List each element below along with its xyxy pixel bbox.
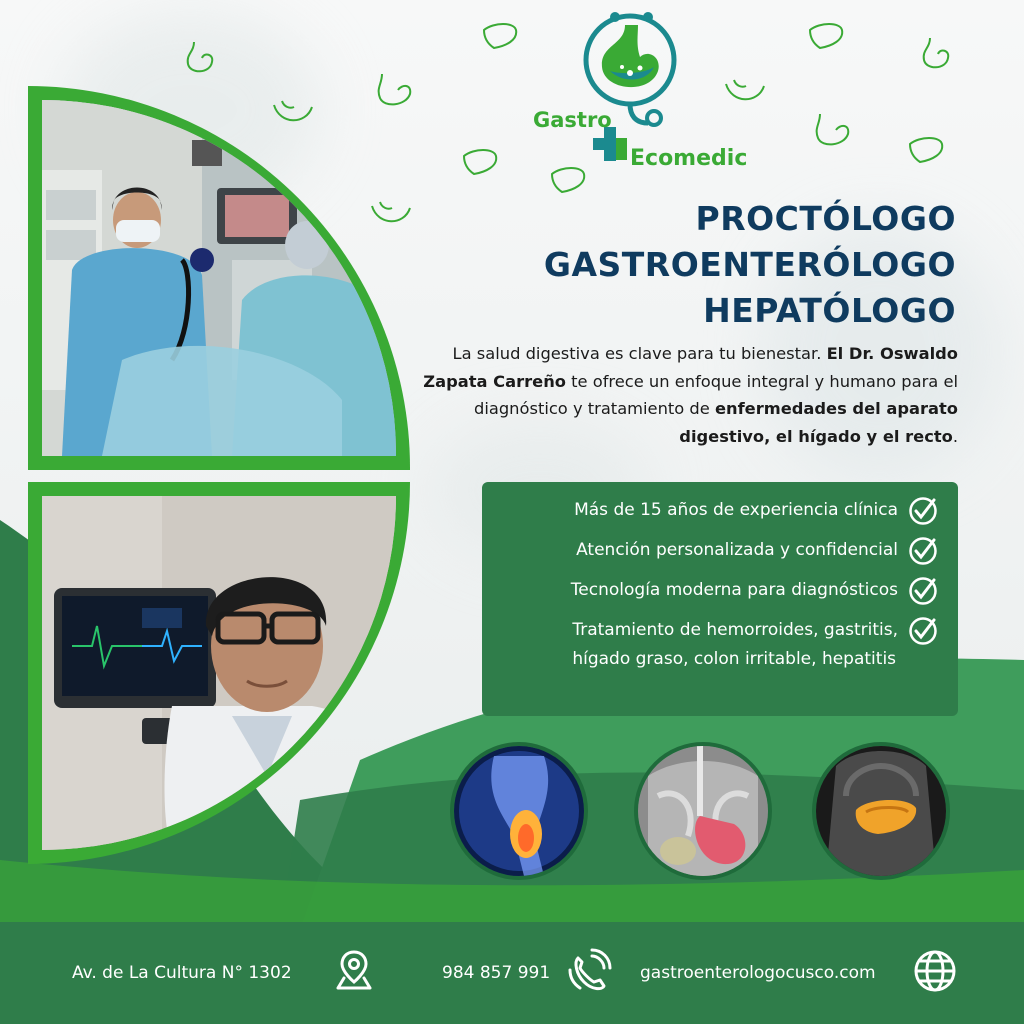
feature-text: Más de 15 años de experiencia clínica (574, 500, 898, 520)
title-gastroenterologo: GASTROENTERÓLOGO (543, 245, 956, 284)
logo-text-gastro: Gastro (533, 108, 612, 132)
intro-text-3: . (952, 426, 958, 446)
check-circle-icon (908, 576, 938, 606)
intro-text-2: te ofrece un enfoque integral y humano para el diagnóstico y tratamiento de (474, 371, 958, 418)
title-proctologo: PROCTÓLOGO (695, 199, 956, 238)
liver-doodle-icon (460, 146, 500, 178)
intro-diseases: enfermedades del aparato digestivo, el hígado y el recto (679, 399, 958, 446)
feature-item (492, 616, 938, 674)
phone-text[interactable]: 984 857 991 (442, 963, 551, 983)
address-text: Av. de La Cultura N° 1302 (72, 963, 292, 983)
feature-text: Tecnología moderna para diagnósticos (570, 580, 898, 600)
organ-image-rectum (450, 742, 588, 880)
features-box (482, 482, 958, 716)
feature-text-line2: hígado graso, colon irritable, hepatitis (572, 649, 897, 669)
liver-doodle-icon (806, 20, 846, 52)
check-circle-icon (908, 616, 938, 646)
logo-text-ecomedic: Ecomedic (630, 146, 748, 171)
stomach-doodle-icon (810, 110, 854, 150)
feature-item (492, 536, 938, 566)
intro-paragraph (418, 340, 958, 450)
feature-item (492, 576, 938, 606)
phone-call-icon[interactable] (566, 948, 612, 994)
liver-doodle-icon (906, 134, 946, 166)
stomach-doodle-icon (180, 38, 220, 78)
website-link[interactable]: gastroenterologocusco.com (640, 963, 876, 983)
specialty-titles (544, 196, 956, 334)
doctor-name: El Dr. Oswaldo Zapata Carreño (423, 344, 958, 391)
feature-text-multiline (572, 616, 898, 674)
check-circle-icon (908, 536, 938, 566)
check-circle-icon (908, 496, 938, 526)
stomach-doodle-icon (368, 196, 414, 230)
intro-text-1: La salud digestiva es clave para tu bienestar. (452, 344, 827, 363)
feature-text: Atención personalizada y confidencial (576, 540, 898, 560)
globe-icon[interactable] (912, 948, 958, 994)
organ-image-stomach (634, 742, 772, 880)
title-hepatologo: HEPATÓLOGO (703, 291, 956, 330)
organ-image-liver (812, 742, 950, 880)
map-pin-icon[interactable] (332, 948, 376, 992)
stomach-illustration (638, 746, 768, 876)
rectum-illustration (454, 746, 584, 876)
stomach-doodle-icon (372, 70, 416, 110)
feature-item (492, 496, 938, 526)
stomach-doodle-icon (270, 95, 316, 129)
stomach-doodle-icon (916, 34, 956, 74)
liver-doodle-icon (480, 20, 520, 52)
liver-illustration (816, 746, 946, 876)
feature-text-line1: Tratamiento de hemorroides, gastritis, (572, 620, 898, 640)
